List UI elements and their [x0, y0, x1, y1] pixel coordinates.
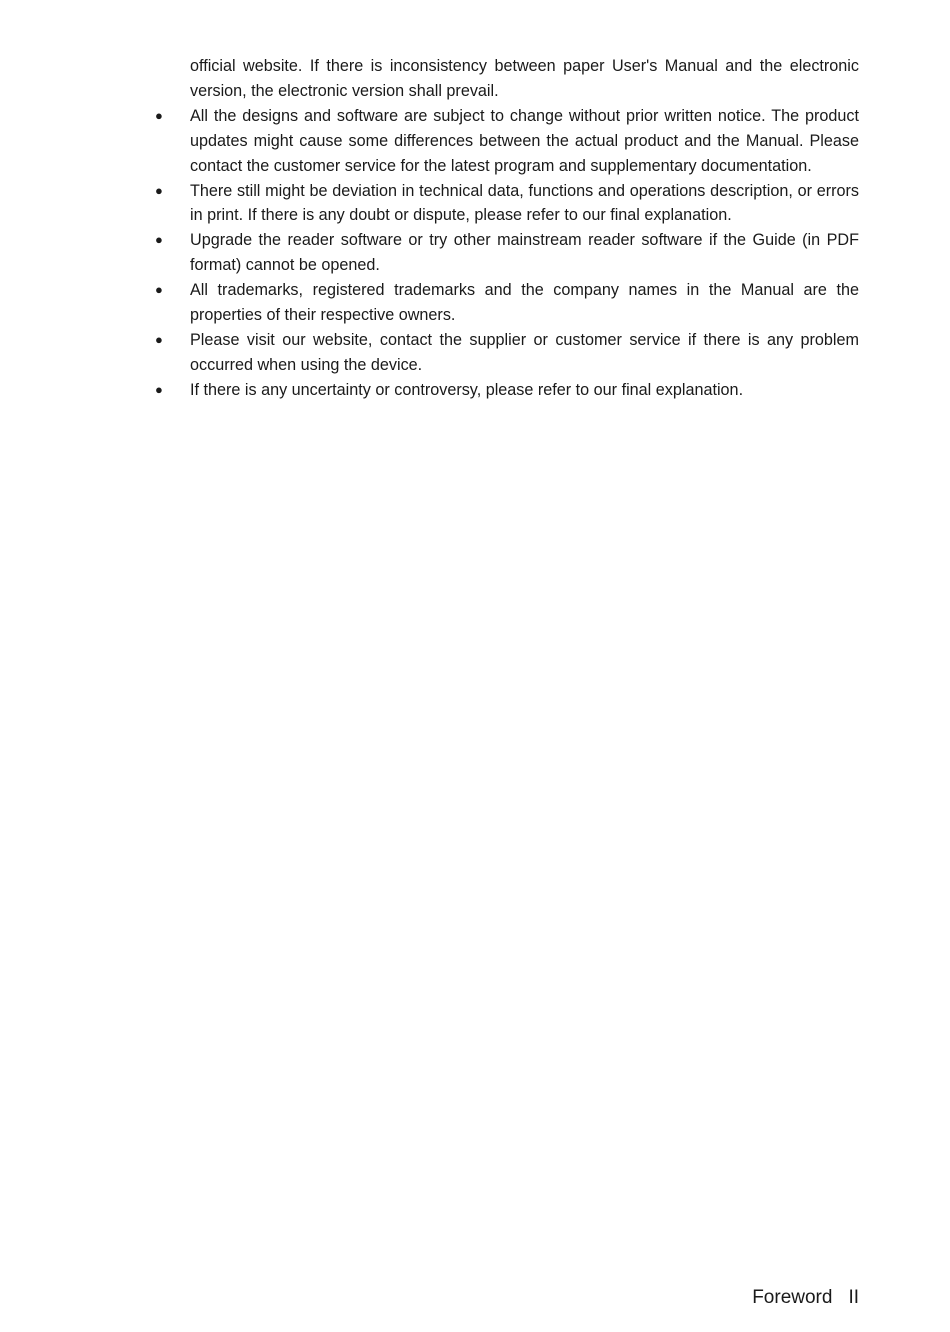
bullet-dot-icon: ● — [155, 107, 163, 123]
bullet-dot-icon: ● — [155, 182, 163, 198]
page-footer — [752, 1286, 859, 1310]
bullet-item — [155, 378, 859, 403]
bullet-dot-icon: ● — [155, 232, 163, 248]
bullet-item — [155, 328, 859, 378]
bullet-dot-icon: ● — [155, 282, 163, 298]
bullet-item — [155, 278, 859, 328]
bullet-text: There still might be deviation in technical data, functions and operations description, or errors in print. If there is any doubt or dispute, please refer to our final explanation. — [190, 181, 859, 225]
bullet-text: All the designs and software are subject to change without prior written notice. The product updates might cause some differences between the actual product and the Manual. Please contact the customer service for the latest program and supplementary documentation. — [190, 106, 859, 175]
notice-bullet-list — [155, 104, 859, 403]
bullet-text: All trademarks, registered trademarks and the company names in the Manual are the properties of their respective owners. — [190, 281, 859, 325]
bullet-item — [155, 228, 859, 278]
continuation-paragraph: official website. If there is inconsistency between paper User's Manual and the electronic version, the electronic version shall prevail. — [190, 57, 859, 100]
bullet-item — [155, 179, 859, 229]
bullet-dot-icon: ● — [155, 331, 163, 347]
bullet-text: Upgrade the reader software or try other mainstream reader software if the Guide (in PDF format) cannot be opened. — [190, 231, 859, 275]
document-body — [155, 54, 859, 403]
bullet-item — [155, 104, 859, 179]
bullet-text: If there is any uncertainty or controversy, please refer to our final explanation. — [190, 380, 744, 399]
footer-section-title: Foreword — [752, 1287, 833, 1308]
page-number: II — [848, 1287, 859, 1308]
bullet-dot-icon: ● — [155, 381, 163, 397]
bullet-text: Please visit our website, contact the supplier or customer service if there is any problem occurred when using the device. — [190, 330, 859, 374]
